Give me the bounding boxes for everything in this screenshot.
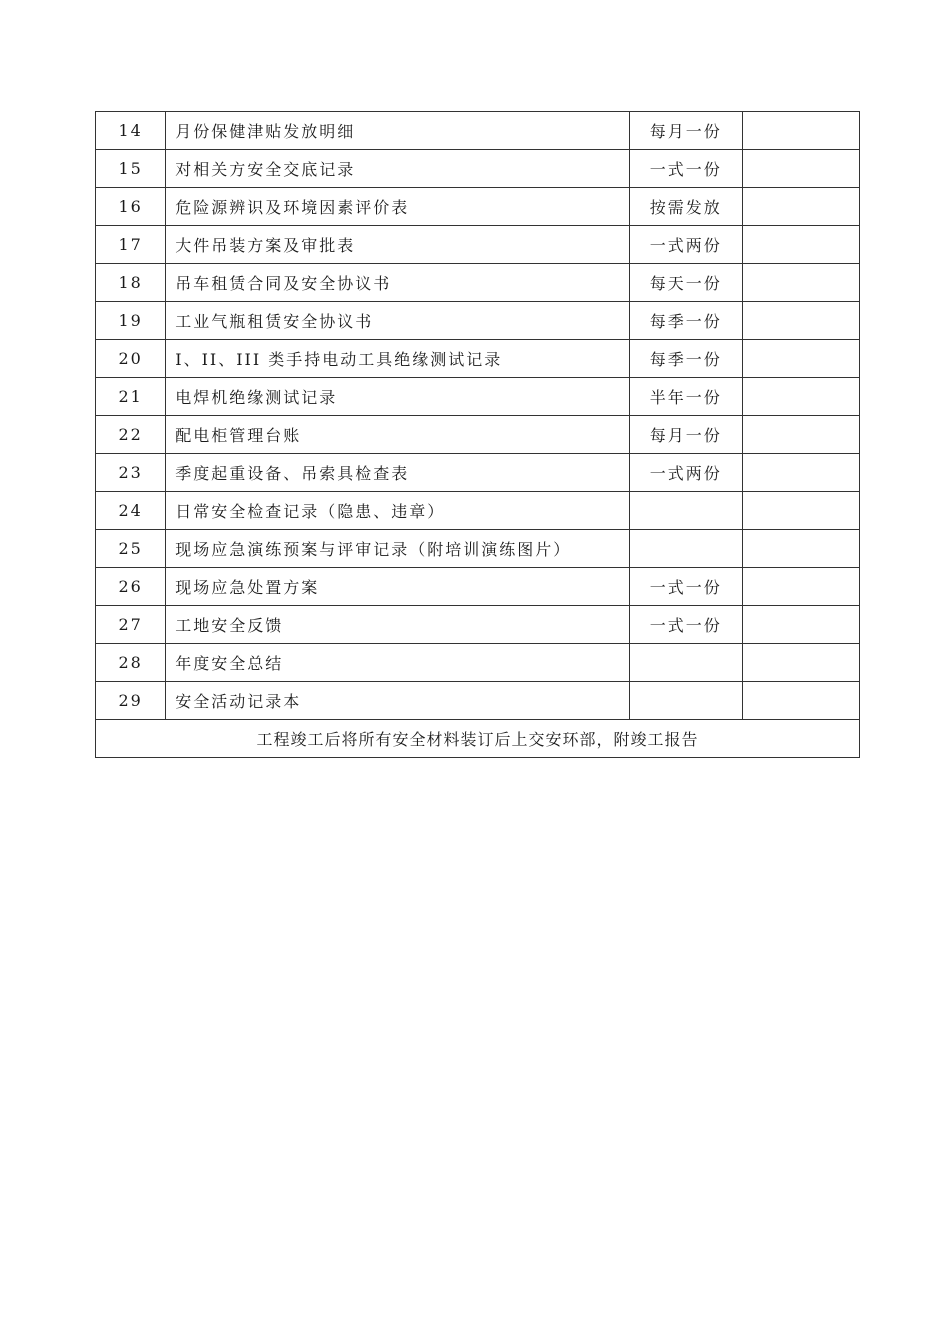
footer-note: 工程竣工后将所有安全材料装订后上交安环部，附竣工报告 — [96, 720, 860, 758]
document-name: 吊车租赁合同及安全协议书 — [166, 264, 630, 302]
frequency — [630, 492, 742, 530]
frequency: 一式一份 — [630, 150, 742, 188]
frequency: 每季一份 — [630, 302, 742, 340]
row-number: 14 — [96, 112, 166, 150]
document-name: 月份保健津贴发放明细 — [166, 112, 630, 150]
document-name: 大件吊装方案及审批表 — [166, 226, 630, 264]
table-row — [96, 112, 860, 150]
row-number: 19 — [96, 302, 166, 340]
row-number: 25 — [96, 530, 166, 568]
remarks-cell — [742, 340, 859, 378]
table-row — [96, 568, 860, 606]
table-row — [96, 264, 860, 302]
remarks-cell — [742, 378, 859, 416]
remarks-cell — [742, 606, 859, 644]
table-row — [96, 606, 860, 644]
row-number: 17 — [96, 226, 166, 264]
row-number: 18 — [96, 264, 166, 302]
frequency: 每季一份 — [630, 340, 742, 378]
row-number: 16 — [96, 188, 166, 226]
document-name: 对相关方安全交底记录 — [166, 150, 630, 188]
table-row — [96, 682, 860, 720]
row-number: 22 — [96, 416, 166, 454]
row-number: 24 — [96, 492, 166, 530]
row-number: 27 — [96, 606, 166, 644]
remarks-cell — [742, 112, 859, 150]
document-name: 电焊机绝缘测试记录 — [166, 378, 630, 416]
document-name: 配电柜管理台账 — [166, 416, 630, 454]
document-name: 工地安全反馈 — [166, 606, 630, 644]
remarks-cell — [742, 492, 859, 530]
frequency: 按需发放 — [630, 188, 742, 226]
document-name: 日常安全检查记录（隐患、违章） — [166, 492, 630, 530]
remarks-cell — [742, 454, 859, 492]
table-row — [96, 226, 860, 264]
row-number: 29 — [96, 682, 166, 720]
table-row — [96, 454, 860, 492]
document-name: I、II、III 类手持电动工具绝缘测试记录 — [166, 340, 630, 378]
footer-row — [96, 720, 860, 758]
document-name: 现场应急处置方案 — [166, 568, 630, 606]
document-name: 季度起重设备、吊索具检查表 — [166, 454, 630, 492]
document-name: 安全活动记录本 — [166, 682, 630, 720]
table-row — [96, 416, 860, 454]
row-number: 28 — [96, 644, 166, 682]
row-number: 21 — [96, 378, 166, 416]
remarks-cell — [742, 682, 859, 720]
frequency — [630, 530, 742, 568]
remarks-cell — [742, 568, 859, 606]
frequency: 一式两份 — [630, 454, 742, 492]
row-number: 26 — [96, 568, 166, 606]
document-table — [95, 111, 860, 758]
document-name: 危险源辨识及环境因素评价表 — [166, 188, 630, 226]
frequency: 一式一份 — [630, 606, 742, 644]
frequency: 每月一份 — [630, 416, 742, 454]
table-row — [96, 644, 860, 682]
row-number: 23 — [96, 454, 166, 492]
table-row — [96, 378, 860, 416]
table-row — [96, 150, 860, 188]
document-name: 年度安全总结 — [166, 644, 630, 682]
document-name: 现场应急演练预案与评审记录（附培训演练图片） — [166, 530, 630, 568]
frequency — [630, 644, 742, 682]
remarks-cell — [742, 226, 859, 264]
table-row — [96, 302, 860, 340]
table-row — [96, 530, 860, 568]
frequency: 一式两份 — [630, 226, 742, 264]
remarks-cell — [742, 188, 859, 226]
frequency — [630, 682, 742, 720]
frequency: 每月一份 — [630, 112, 742, 150]
table-row — [96, 492, 860, 530]
table-row — [96, 188, 860, 226]
remarks-cell — [742, 302, 859, 340]
frequency: 每天一份 — [630, 264, 742, 302]
frequency: 一式一份 — [630, 568, 742, 606]
document-name: 工业气瓶租赁安全协议书 — [166, 302, 630, 340]
remarks-cell — [742, 150, 859, 188]
table-body — [96, 112, 860, 758]
row-number: 20 — [96, 340, 166, 378]
remarks-cell — [742, 644, 859, 682]
remarks-cell — [742, 530, 859, 568]
remarks-cell — [742, 264, 859, 302]
row-number: 15 — [96, 150, 166, 188]
remarks-cell — [742, 416, 859, 454]
frequency: 半年一份 — [630, 378, 742, 416]
table-row — [96, 340, 860, 378]
